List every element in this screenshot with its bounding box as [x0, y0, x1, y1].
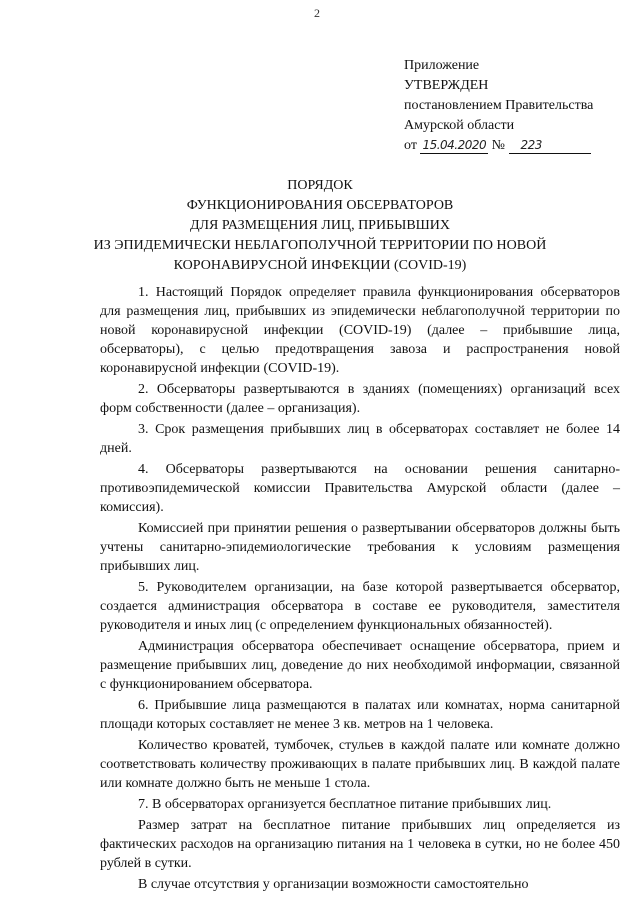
paragraph-6: 5. Руководителем организации, на базе которой развертывается обсерватор, создается администрация обсерватора в составе ее руководителя, заместителя руководителя и иных лиц (с определением функциональных обязанностей).: [100, 580, 620, 633]
paragraph-8: 6. Прибывшие лица размещаются в палатах или комнатах, норма санитарной площади которых составляет не менее 3 кв. метров на 1 человека.: [100, 698, 620, 732]
date-prefix: от: [404, 138, 417, 153]
number-prefix: №: [491, 138, 506, 153]
paragraph-3: 3. Срок размещения прибывших лиц в обсерваторах составляет не более 14 дней.: [100, 422, 620, 456]
paragraph-10: 7. В обсерваторах организуется бесплатное питание прибывших лиц.: [138, 797, 552, 812]
paragraph-1: 1. Настоящий Порядок определяет правила функционирования обсерваторов для размещения лиц, прибывших из эпидемически неблагополучной территории по новой коронавирусной инфекции (COVID-19) (далее – прибывшие лица, обсерваторы), с целью предотвращения завоза и распространения новой коронавирусной инфекции (COVID-19).: [100, 285, 620, 376]
approval-appendix: Приложение: [404, 58, 480, 73]
paragraph-12: В случае отсутствия у организации возможности самостоятельно: [138, 877, 529, 892]
page-number: 2: [314, 6, 322, 20]
title-line-3: ДЛЯ РАЗМЕЩЕНИЯ ЛИЦ, ПРИБЫВШИХ: [189, 218, 451, 233]
paragraph-11: Размер затрат на бесплатное питание прибывших лиц определяется из фактических расходов на организацию питания на 1 человека в сутки, но не более 450 рублей в сутки.: [100, 818, 620, 871]
approval-date-line: [404, 136, 634, 156]
paragraph-9: Количество кроватей, тумбочек, стульев в каждой палате или комнате должно соответствовать количеству проживающих в палате прибывших лиц. В каждой палате или комнате должно быть не меньше 1 стола.: [100, 738, 620, 791]
approval-block: [404, 56, 634, 156]
title-line-2: ФУНКЦИОНИРОВАНИЯ ОБСЕРВАТОРОВ: [186, 198, 454, 213]
paragraph-4: 4. Обсерваторы развертываются на основании решения санитарно-противоэпидемической комиссии Правительства Амурской области (далее – комиссия).: [100, 462, 620, 515]
paragraph-7: Администрация обсерватора обеспечивает оснащение обсерватора, прием и размещение прибывших лиц, доведение до них необходимой информации, связанной с функционированием обсерватора.: [100, 639, 620, 692]
paragraph-2: 2. Обсерваторы развертываются в зданиях (помещениях) организаций всех форм собственности (далее – организация).: [100, 382, 620, 416]
approval-region: Амурской области: [404, 118, 515, 133]
title-line-1: ПОРЯДОК: [287, 178, 353, 193]
document-title: [80, 176, 560, 276]
handwritten-date: 15.04.2020: [422, 138, 487, 152]
title-line-4: ИЗ ЭПИДЕМИЧЕСКИ НЕБЛАГОПОЛУЧНОЙ ТЕРРИТОРИИ ПО НОВОЙ: [93, 238, 547, 253]
approval-approved: УТВЕРЖДЕН: [404, 78, 489, 93]
handwritten-number: 223: [509, 137, 591, 154]
paragraph-5: Комиссией при принятии решения о развертывании обсерваторов должны быть учтены санитарно-эпидемиологические требования к условиям размещения прибывших лиц.: [100, 521, 620, 574]
title-line-5: КОРОНАВИРУСНОЙ ИНФЕКЦИИ (COVID-19): [173, 258, 467, 273]
approval-resolution: постановлением Правительства: [404, 98, 594, 113]
document-body: [100, 283, 620, 894]
